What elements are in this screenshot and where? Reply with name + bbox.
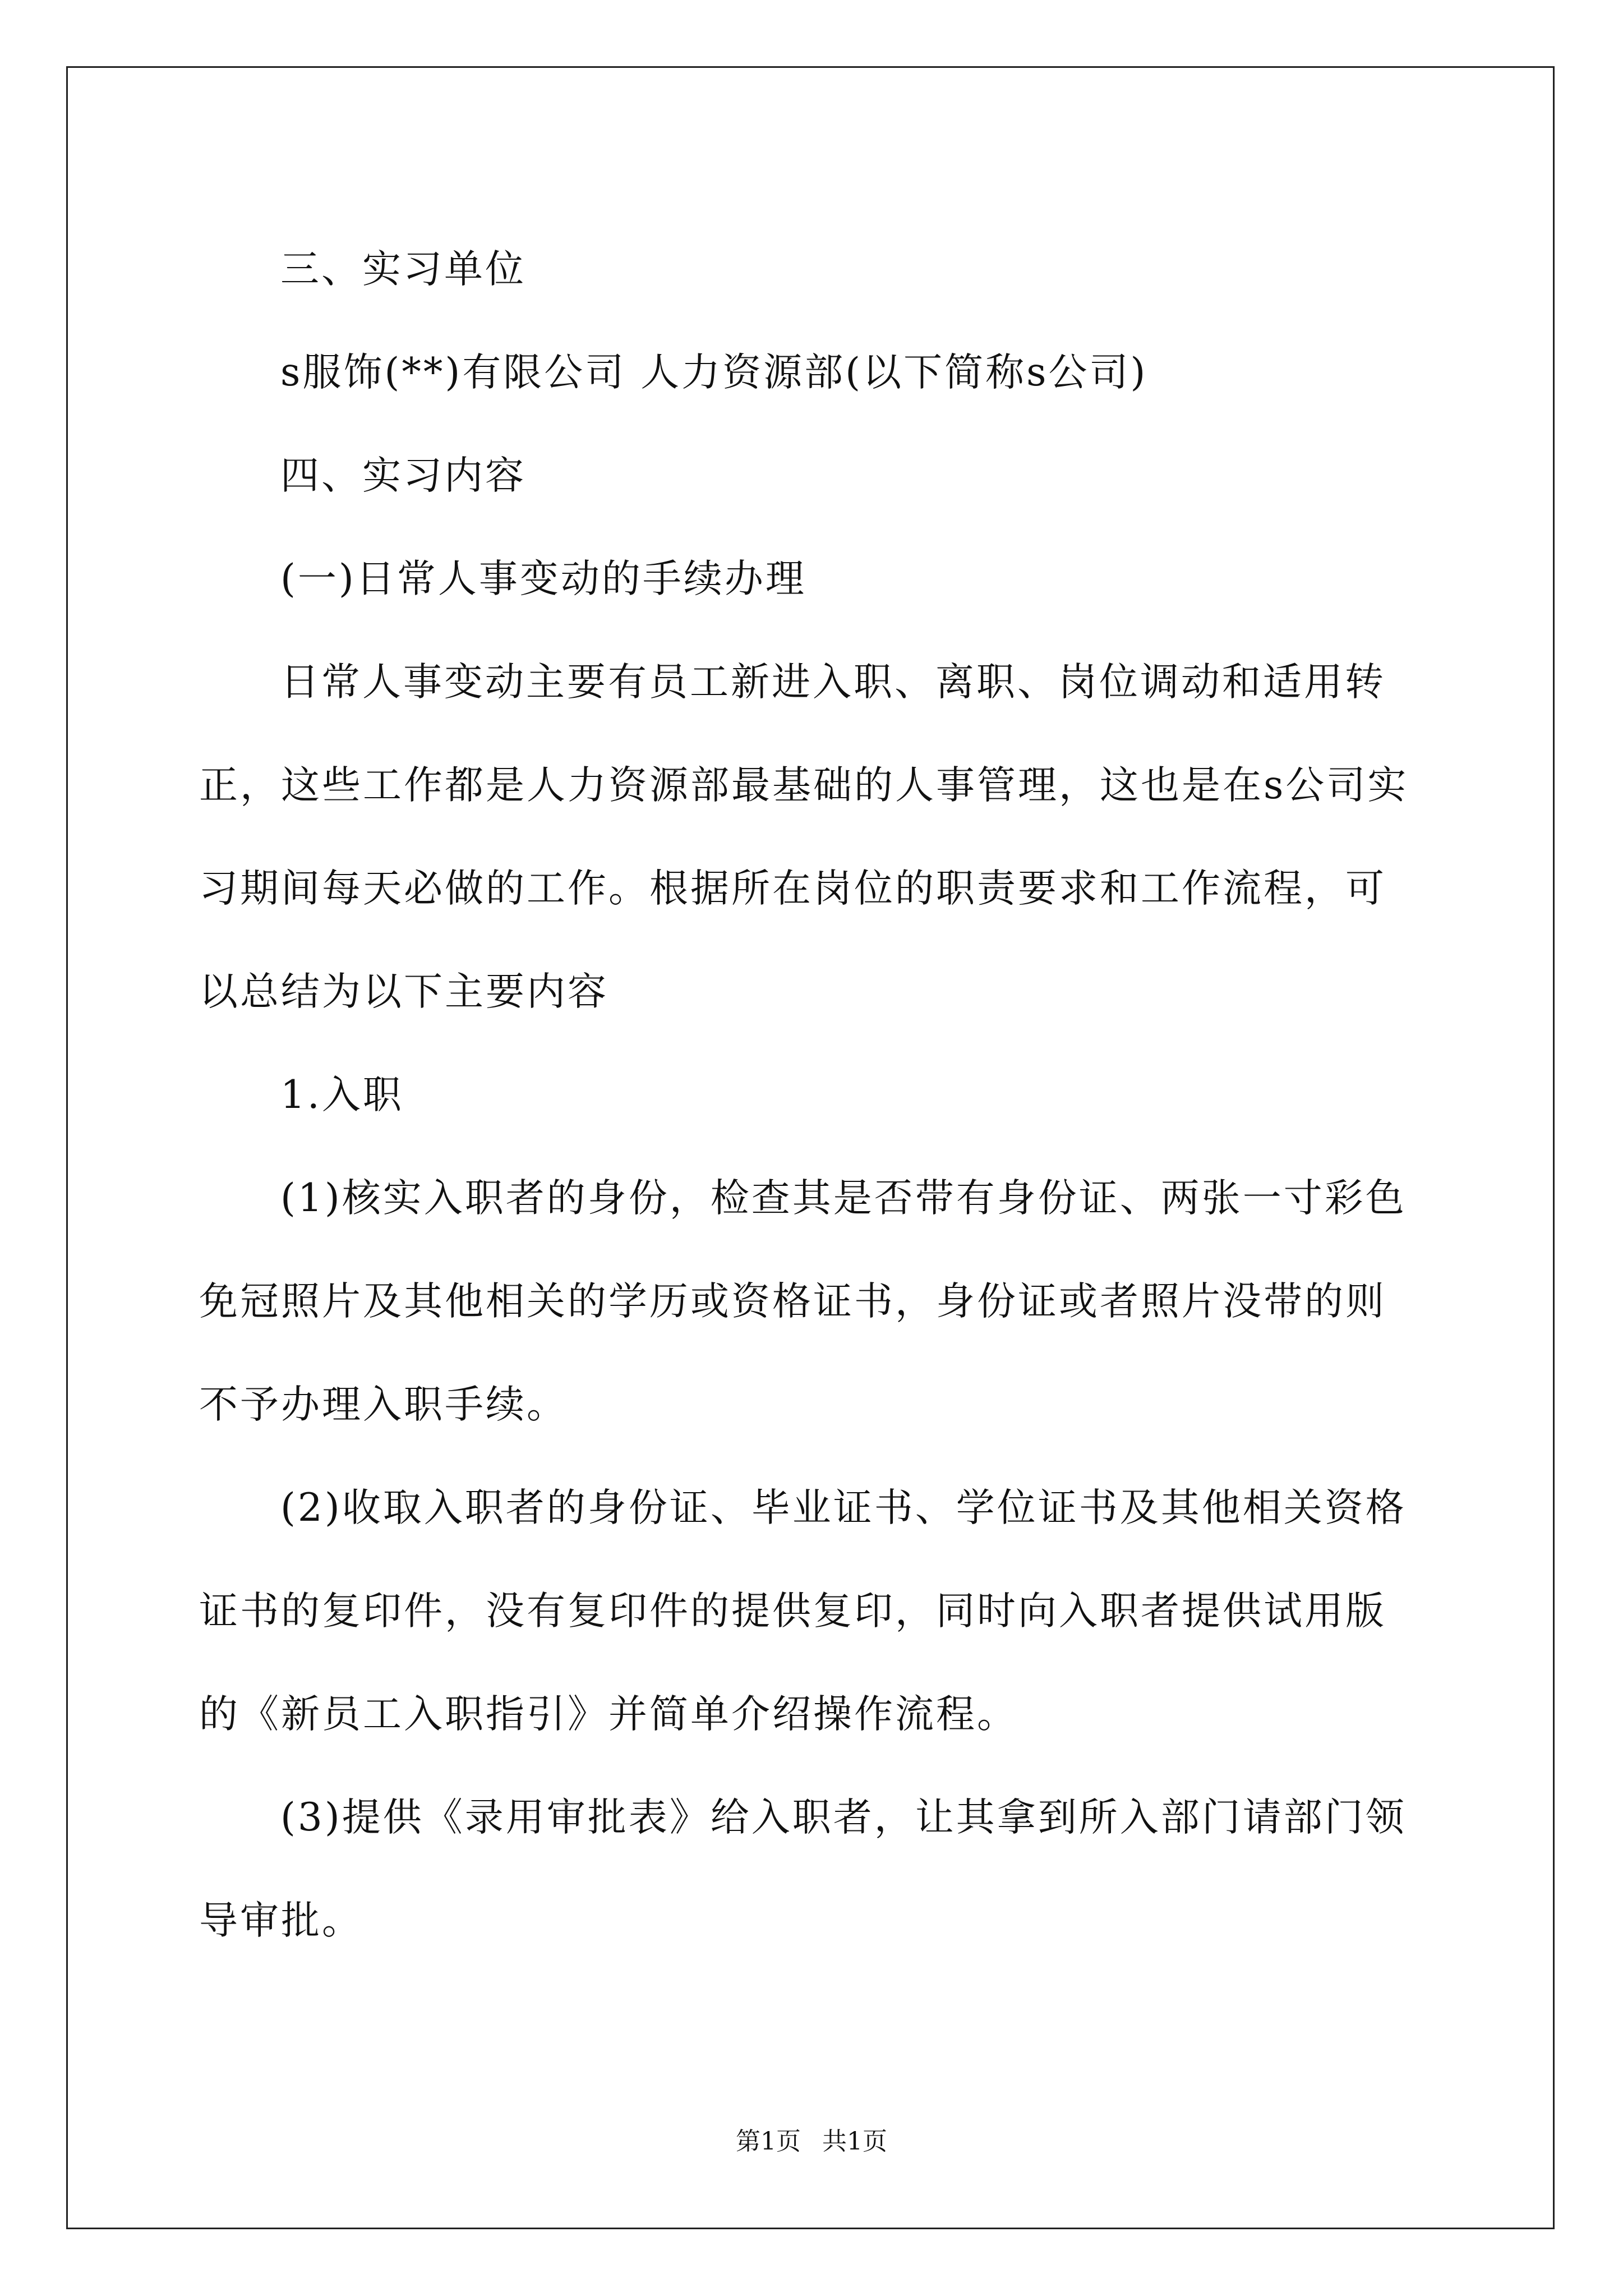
paragraph-step-3: (3)提供《录用审批表》给入职者，让其拿到所入部门请部门领导审批。 <box>199 1795 1407 1943</box>
paragraph-personnel-changes-intro: 日常人事变动主要有员工新进入职、离职、岗位调动和适用转正，这些工作都是人力资源部最基础的人事管理，这也是在s公司实习期间每天必做的工作。根据所在岗位的职责要求和工作流程，可以总结为以下主要内容 <box>199 660 1409 1014</box>
item-heading-onboarding: 1.入职 <box>280 1073 404 1117</box>
company-name-line: s服饰(**)有限公司 人力资源部(以下简称s公司) <box>280 350 1148 395</box>
document-body <box>199 218 1424 1972</box>
section-heading-internship-unit: 三、实习单位 <box>280 247 526 292</box>
page-number-current: 第1页 <box>736 2127 801 2156</box>
page-footer <box>0 2125 1623 2159</box>
paragraph-step-1: (1)核实入职者的身份，检查其是否带有身份证、两张一寸彩色免冠照片及其他相关的学历或资格证书，身份证或者照片没带的则不予办理入职手续。 <box>199 1176 1407 1427</box>
section-heading-internship-content: 四、实习内容 <box>280 453 526 498</box>
page-number-total: 共1页 <box>822 2127 887 2156</box>
subsection-heading-personnel-changes: (一)日常人事变动的手续办理 <box>280 556 806 601</box>
paragraph-step-2: (2)收取入职者的身份证、毕业证书、学位证书及其他相关资格证书的复印件，没有复印件的提供复印，同时向入职者提供试用版的《新员工入职指引》并简单介绍操作流程。 <box>199 1485 1407 1737</box>
